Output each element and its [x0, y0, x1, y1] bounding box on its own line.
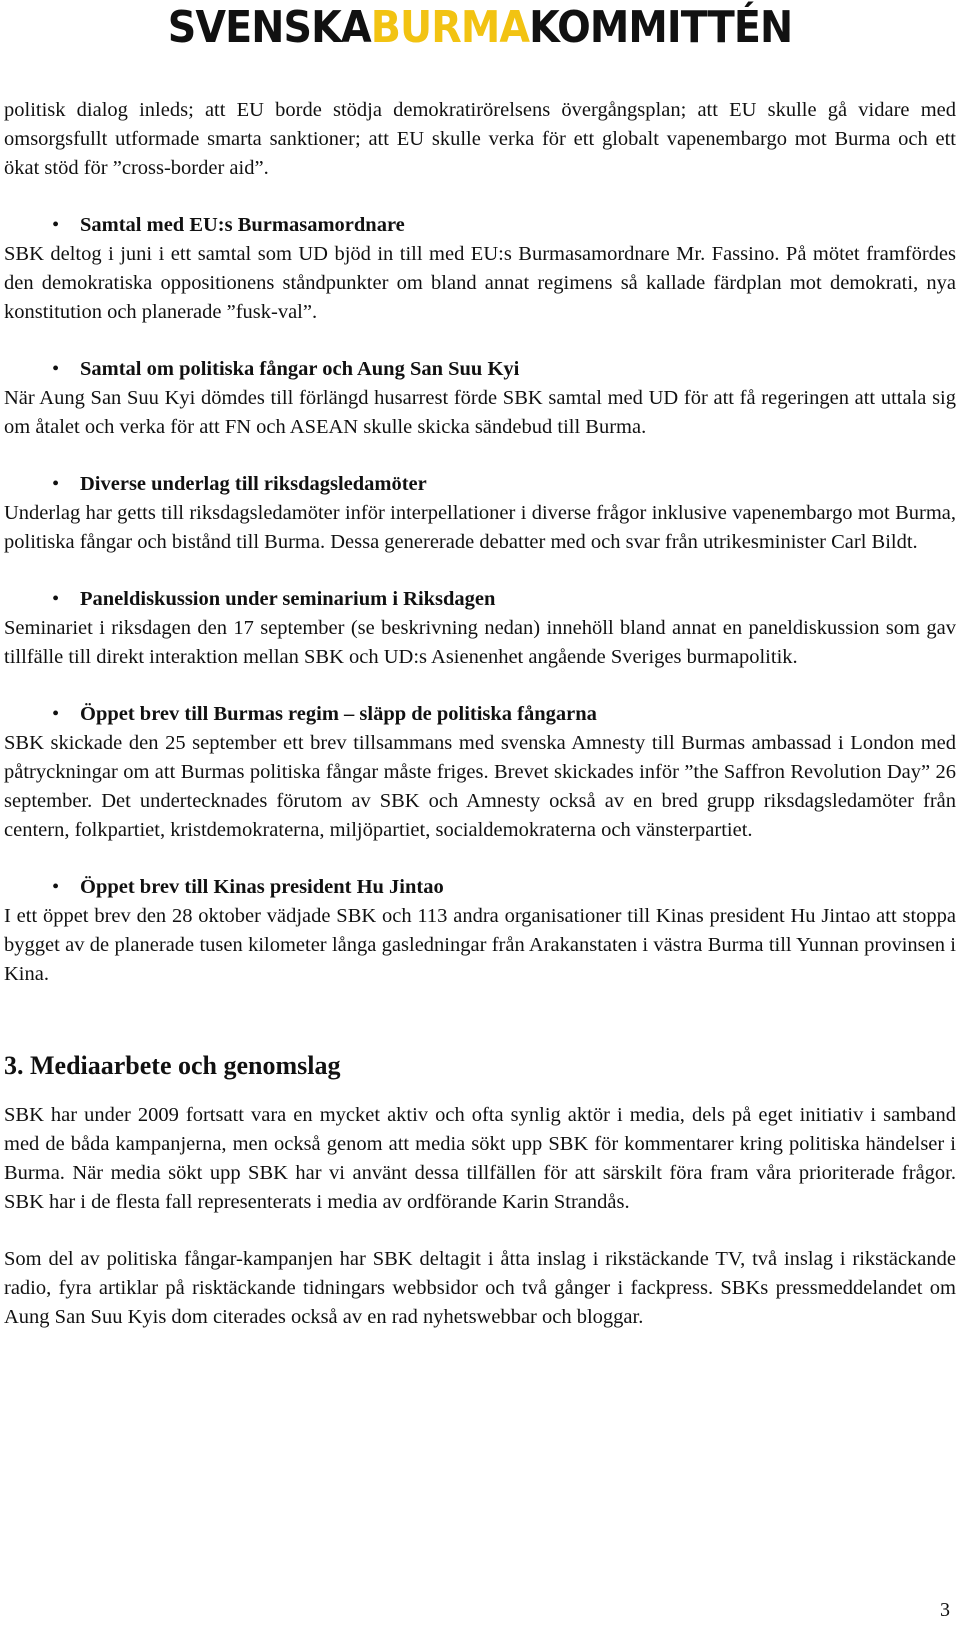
item-title — [4, 700, 956, 729]
item-title — [4, 873, 956, 902]
item-title-text: Paneldiskussion under seminarium i Riksdagen — [80, 588, 496, 610]
item-text: SBK deltog i juni i ett samtal som UD bjöd in till med EU:s Burmasamordnare Mr. Fassino. På mötet framfördes den demokratiska oppositionens ståndpunkter om bland annat regimens så kallade färdplan mot demokrati, nya konstitution och planerade ”fusk-val”. — [4, 243, 956, 323]
section-paragraph: Som del av politiska fångar-kampanjen har SBK deltagit i åtta inslag i rikstäckande TV, två inslag i rikstäckande radio, fyra artiklar på risktäckande tidningars webbsidor och två gånger i fackpress. SBKs pressmeddelandet om Aung San Suu Kyis dom citerades också av en rad nyhetswebbar och bloggar. — [4, 1248, 956, 1328]
item-title — [4, 470, 956, 499]
section-paragraph: SBK har under 2009 fortsatt vara en mycket aktiv och ofta synlig aktör i media, dels på eget initiativ i samband med de båda kampanjerna, men också genom att media sökt upp SBK för kommentarer kring politiska händelser i Burma. När media sökt upp SBK har vi använt dessa tillfällen för att särskilt föra fram våra prioriterade frågor. SBK har i de flesta fall representerats i media av ordförande Karin Strandås. — [4, 1104, 956, 1213]
bullet-icon: • — [52, 876, 60, 898]
item-title-text: Diverse underlag till riksdagsledamöter — [80, 473, 427, 495]
item-title — [4, 211, 956, 240]
page-number: 3 — [940, 1599, 950, 1621]
item-text: Underlag har getts till riksdagsledamöter inför interpellationer i diverse frågor inklusive vapenembargo mot Burma, politiska fångar och bistånd till Burma. Dessa genererade debatter med och svar från utrikesminister Carl Bildt. — [4, 502, 956, 553]
bullet-icon: • — [52, 358, 60, 380]
logo-text-burma: BURMA — [370, 2, 530, 53]
item-text: SBK skickade den 25 september ett brev tillsammans med svenska Amnesty till Burmas ambassad i London med påtryckningar om att Burmas politiska fångar måste friges. Brevet skickades inför ”the Saffron Revolution Day” 26 september. Det undertecknades förutom av SBK och Amnesty också av en bred grupp riksdagsledamöter från centern, folkpartiet, kristdemokraterna, miljöpartiet, socialdemokraterna och vänsterpartiet. — [4, 732, 956, 841]
section-heading: 3. Mediaarbete och genomslag — [4, 1051, 341, 1080]
item-title — [4, 355, 956, 384]
item-title-text: Öppet brev till Kinas president Hu Jintao — [80, 876, 444, 898]
item-text: När Aung San Suu Kyi dömdes till förlängd husarrest förde SBK samtal med UD för att få regeringen att uttala sig om åtalet och verka för att FN och ASEAN skulle skicka sändebud till Burma. — [4, 387, 956, 438]
item-text: Seminariet i riksdagen den 17 september (se beskrivning nedan) innehöll bland annat en paneldiskussion som gav tillfälle till direkt interaktion mellan SBK och UD:s Asienenhet angående Sveriges burmapolitik. — [4, 617, 956, 668]
bullet-icon: • — [52, 214, 60, 236]
intro-paragraph: politisk dialog inleds; att EU borde stödja demokratirörelsens övergångsplan; att EU skulle gå vidare med omsorgsfullt utformade smarta sanktioner; att EU skulle verka för ett globalt vapenembargo mot Burma och ett ökat stöd för ”cross-border aid”. — [4, 99, 956, 179]
logo-text-kommitten: KOMMITTÉN — [529, 2, 793, 53]
item-title-text: Öppet brev till Burmas regim – släpp de politiska fångarna — [80, 703, 597, 725]
bullet-icon: • — [52, 473, 60, 495]
bullet-icon: • — [52, 703, 60, 725]
bullet-icon: • — [52, 588, 60, 610]
item-title-text: Samtal om politiska fångar och Aung San Suu Kyi — [80, 358, 520, 380]
list-item — [4, 873, 956, 989]
list-item — [4, 470, 956, 557]
logo-text-svenska: SVENSKA — [167, 2, 371, 53]
list-item — [4, 355, 956, 442]
list-item — [4, 700, 956, 845]
organization-logo — [48, 2, 912, 54]
list-item — [4, 211, 956, 327]
document-body — [4, 96, 956, 1332]
list-item — [4, 585, 956, 672]
item-title-text: Samtal med EU:s Burmasamordnare — [80, 214, 405, 236]
item-title — [4, 585, 956, 614]
item-text: I ett öppet brev den 28 oktober vädjade SBK och 113 andra organisationer till Kinas president Hu Jintao att stoppa bygget av de planerade tusen kilometer långa gasledningar från Arakanstaten i västra Burma till Yunnan provinsen i Kina. — [4, 905, 956, 985]
